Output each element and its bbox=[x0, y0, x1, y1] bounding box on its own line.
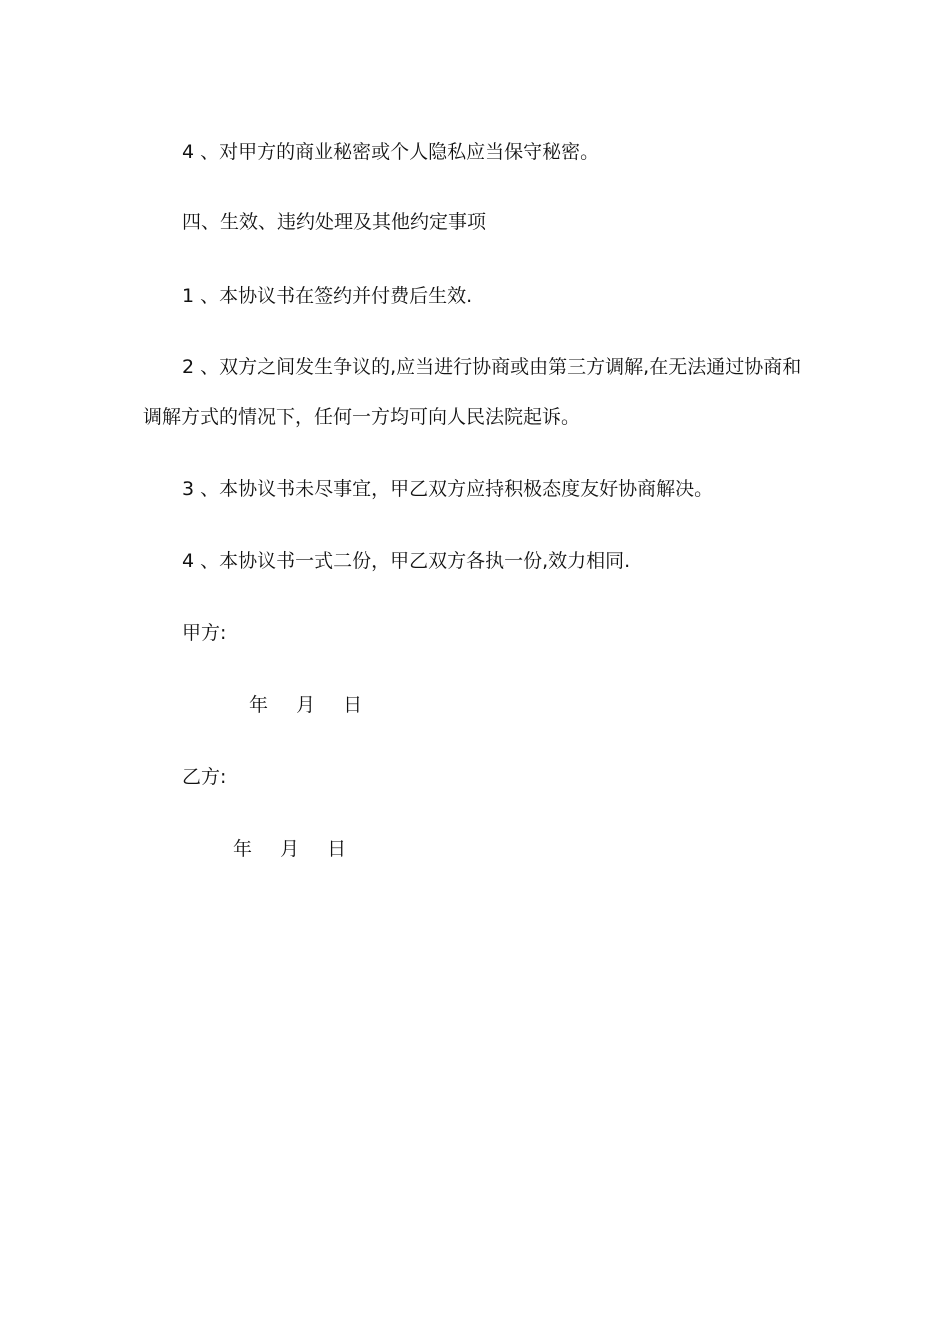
party-a-date bbox=[249, 693, 362, 717]
party-b-month: 月 bbox=[280, 838, 300, 860]
party-b-label: 乙方: bbox=[182, 766, 227, 788]
clause-effective: 1 、本协议书在签约并付费后生效. bbox=[182, 285, 473, 307]
party-b-day: 日 bbox=[327, 838, 347, 860]
party-a-label: 甲方: bbox=[182, 622, 227, 644]
clause-unmentioned: 3 、本协议书未尽事宜，甲乙双方应持积极态度友好协商解决。 bbox=[182, 478, 714, 500]
clause-dispute-line2: 调解方式的情况下，任何一方均可向人民法院起诉。 bbox=[143, 406, 581, 428]
section-heading-effect: 四、生效、违约处理及其他约定事项 bbox=[182, 211, 487, 233]
party-a-year: 年 bbox=[249, 694, 269, 716]
clause-confidentiality: 4 、对甲方的商业秘密或个人隐私应当保守秘密。 bbox=[182, 141, 600, 163]
party-a-month: 月 bbox=[296, 694, 316, 716]
clause-dispute-line1: 2 、双方之间发生争议的,应当进行协商或由第三方调解,在无法通过协商和 bbox=[182, 356, 802, 378]
party-b-year: 年 bbox=[233, 838, 253, 860]
clause-copies: 4 、本协议书一式二份，甲乙双方各执一份,效力相同. bbox=[182, 550, 631, 572]
party-b-date bbox=[233, 837, 346, 861]
party-a-day: 日 bbox=[343, 694, 363, 716]
